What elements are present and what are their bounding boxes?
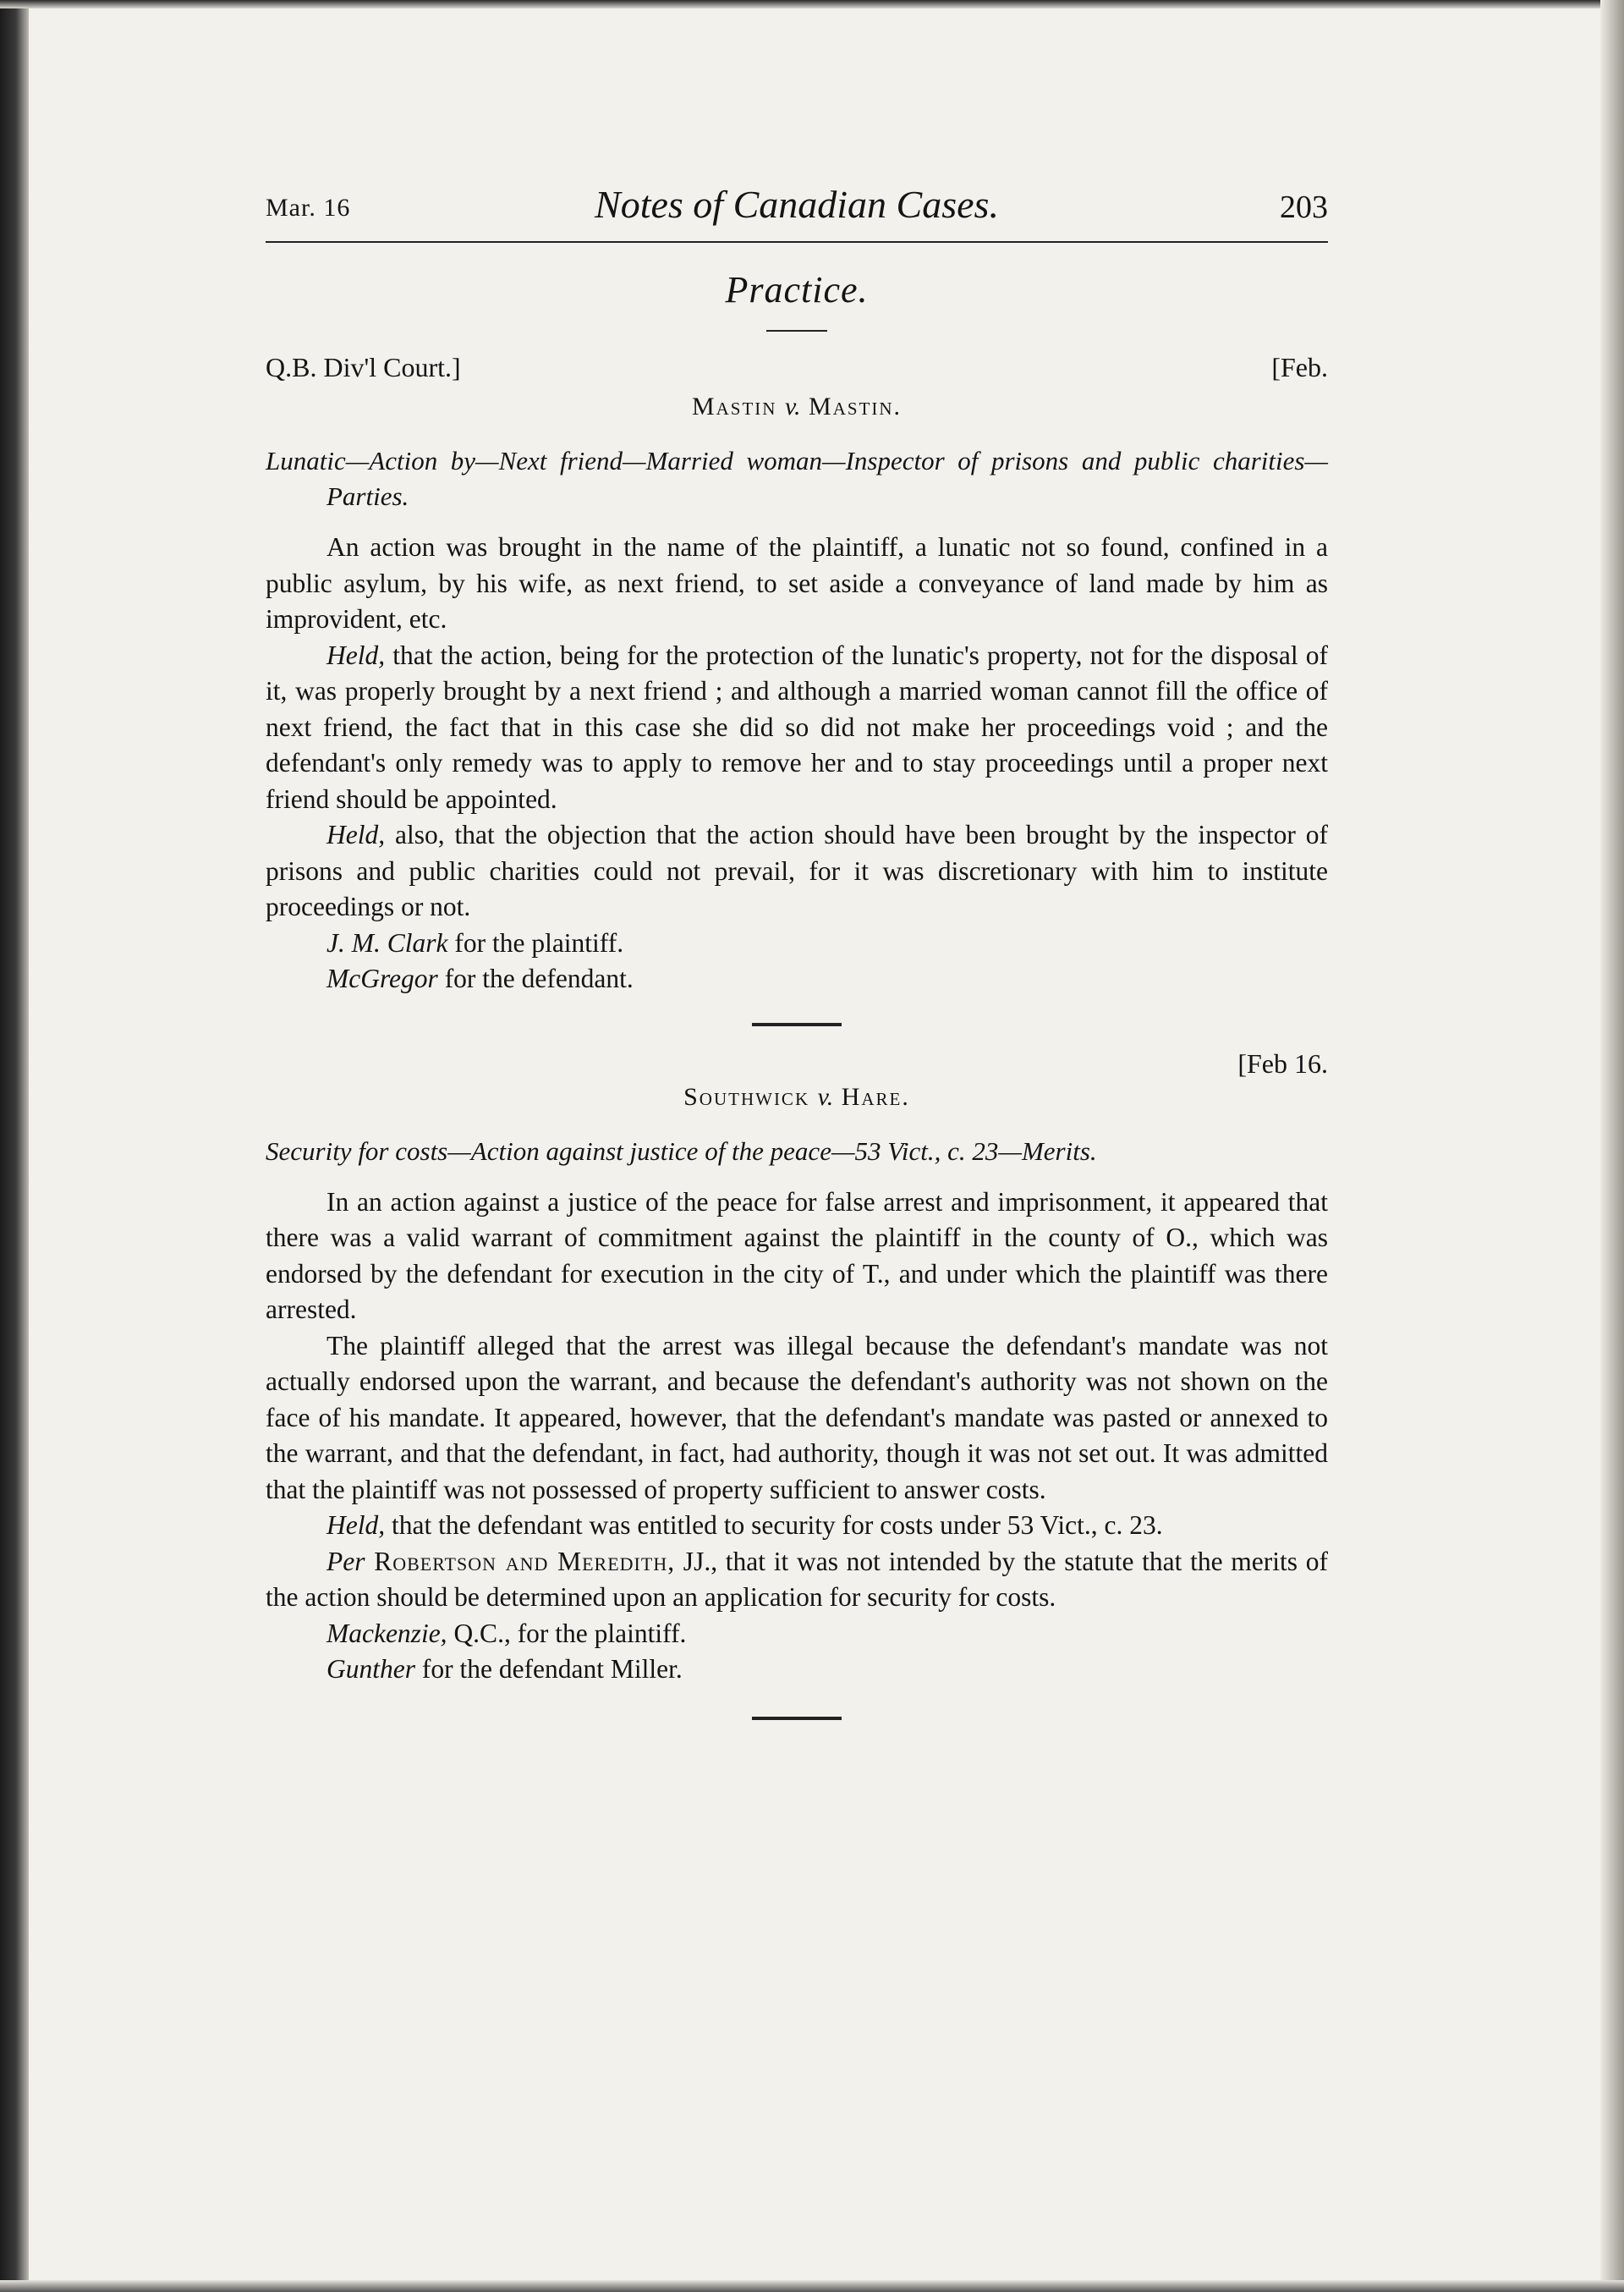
- scan-right-edge: [1600, 0, 1624, 2292]
- running-head: [266, 182, 1328, 238]
- counsel-name: McGregor: [326, 964, 438, 993]
- counsel-role: for the plaintiff.: [447, 927, 624, 958]
- paragraph: [266, 1544, 1328, 1616]
- case-divider: [752, 1023, 842, 1026]
- case-body: [266, 1184, 1328, 1688]
- judges: Robertson and Meredith,: [365, 1546, 676, 1576]
- counsel-role: Q.C., for the plaintiff.: [447, 1618, 687, 1648]
- case-southwick: [266, 1048, 1328, 1688]
- party-plaintiff: Southwick: [683, 1082, 810, 1111]
- paragraph-text: that the defendant was entitled to security for costs under 53 Vict., c. 23.: [385, 1510, 1163, 1540]
- case-date: [Feb.: [1271, 352, 1328, 382]
- counsel-name: Mackenzie,: [326, 1618, 447, 1648]
- versus: v.: [817, 1082, 834, 1111]
- paragraph: The plaintiff alleged that the arrest was illegal because the defendant's mandate was not actually endorsed upon the warrant, and because the defendant's authority was not shown on the face of his mandate. It appeared, however, that the defendant's mandate was pasted or annexed to the warrant, and that the defendant, in fact, had authority, though it was not set out. It was admitted that the plaintiff was not possessed of property sufficient to answer costs.: [266, 1330, 1328, 1504]
- case-name: [266, 1083, 1328, 1112]
- held-label: Held,: [326, 820, 386, 849]
- counsel-line: [266, 1652, 1328, 1688]
- paragraph: [266, 817, 1328, 926]
- catchwords: Security for costs—Action against justice of the peace—53 Vict., c. 23—Merits.: [266, 1135, 1097, 1166]
- page: [266, 182, 1328, 1720]
- party-defendant: Mastin.: [809, 393, 903, 420]
- counsel-role: for the defendant.: [437, 964, 634, 993]
- case-date: [Feb 16.: [1237, 1047, 1328, 1079]
- held-label: Held,: [326, 640, 386, 670]
- scan-bottom-edge: [0, 2280, 1624, 2292]
- paragraph: [266, 1508, 1328, 1544]
- case-mastin: [266, 352, 1328, 998]
- header-date: Mar. 16: [266, 194, 351, 222]
- paragraph-text: JJ., that it was not intended by the statute that the merits of the action should be determined upon an application for security for costs.: [266, 1546, 1328, 1612]
- counsel-line: [266, 1616, 1328, 1652]
- party-plaintiff: Mastin: [691, 393, 777, 420]
- scan-left-edge: [0, 0, 29, 2292]
- party-defendant: Hare.: [841, 1082, 910, 1111]
- catchwords: Lunatic—Action by—Next friend—Married woman—Inspector of prisons and public charities—Parties.: [266, 446, 1328, 511]
- counsel-name: Gunther: [326, 1654, 415, 1684]
- versus: v.: [784, 393, 801, 420]
- section-divider: [766, 330, 827, 332]
- paragraph-text: also, that the objection that the action should have been brought by the inspector of prisons and public charities could not prevail, for it was discretionary with him to institute proceedings or not.: [266, 820, 1328, 921]
- per-label: Per: [326, 1546, 365, 1576]
- counsel-role: for the defendant Miller.: [415, 1654, 683, 1684]
- counsel-name: J. M. Clark: [326, 927, 448, 958]
- paragraph: An action was brought in the name of the plaintiff, a lunatic not so found, confined in a public asylum, by his wife, as next friend, to set aside a conveyance of land made by him as improvident, etc.: [266, 532, 1328, 634]
- counsel-line: [266, 926, 1328, 962]
- paragraph: In an action against a justice of the peace for false arrest and imprisonment, it appeared that there was a valid warrant of commitment against the plaintiff in the county of O., which was endorsed by the defendant for execution in the city of T., and under which the plaintiff was there arrested.: [266, 1186, 1328, 1324]
- scan-top-edge: [0, 0, 1624, 8]
- case-name: [266, 393, 1328, 421]
- case-body: [266, 530, 1328, 998]
- paragraph: [266, 638, 1328, 818]
- journal-title: Notes of Canadian Cases.: [595, 183, 999, 226]
- court-line: [266, 352, 1328, 389]
- court-name: Q.B. Div'l Court.]: [266, 352, 461, 382]
- paragraph-text: that the action, being for the protection of the lunatic's property, not for the disposal of it, was properly brought by a next friend ; and although a married woman cannot fill the office of next friend, the fact that in this case she did so did not make her proceedings void ; and the defendant's only remedy was to apply to remove her and to stay proceedings until a proper next friend should be appointed.: [266, 640, 1328, 814]
- held-label: Held,: [326, 1510, 386, 1540]
- end-divider: [752, 1717, 842, 1720]
- counsel-line: [266, 961, 1328, 998]
- section-title: Practice.: [725, 269, 869, 311]
- header-rule: [266, 241, 1328, 243]
- page-number: 203: [1280, 190, 1328, 225]
